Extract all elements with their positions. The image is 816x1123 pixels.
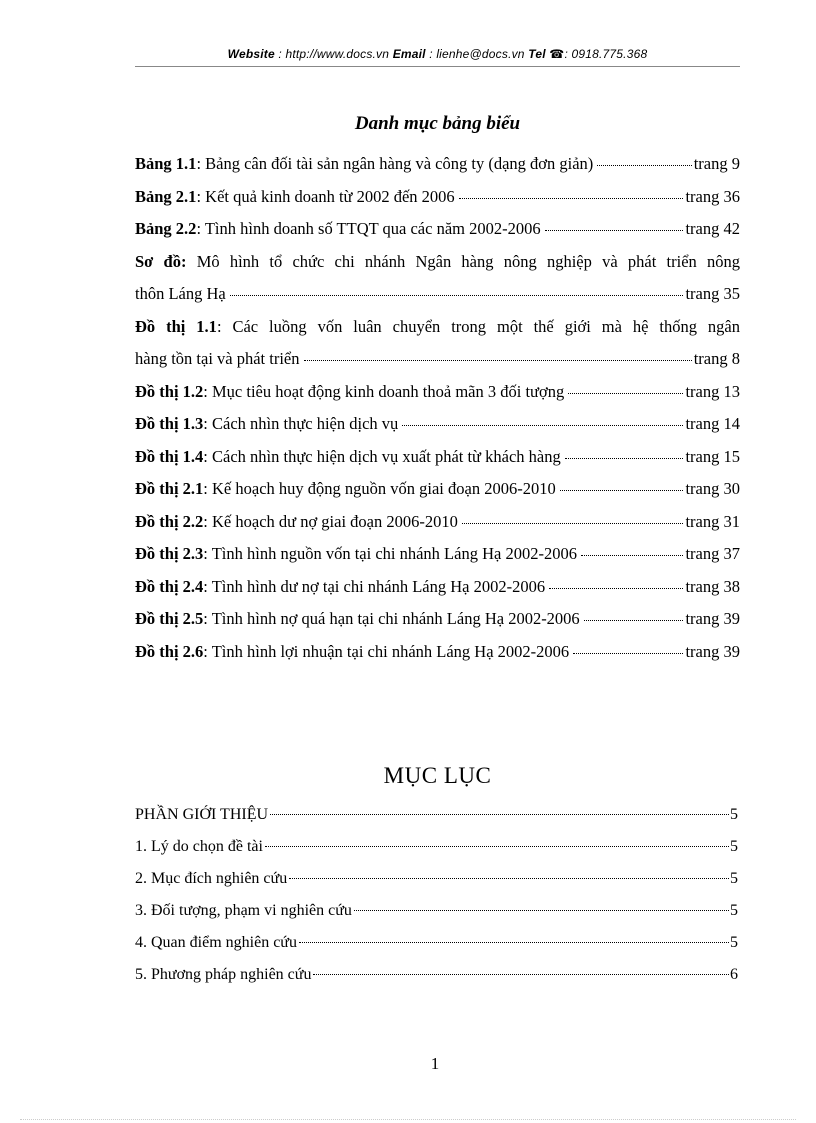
phone-icon: ☎ [549, 47, 565, 61]
toc-entry[interactable] [135, 959, 738, 991]
figure-entry-label: Đồ thị 2.3 [135, 544, 204, 563]
toc-entry-title: 5. Phương pháp nghiên cứu [135, 966, 312, 983]
dot-leader [573, 653, 683, 654]
figure-entry[interactable] [135, 181, 740, 214]
toc-entry[interactable] [135, 863, 738, 895]
figure-entry-line [135, 181, 740, 214]
dot-leader [584, 620, 684, 621]
list-of-figures [135, 148, 740, 668]
toc-entry-page: 5 [730, 838, 738, 855]
figure-entry-page: trang 30 [685, 479, 740, 498]
table-of-contents [135, 799, 738, 991]
figure-entry-page: trang 36 [685, 186, 740, 206]
figure-entry-line [135, 473, 740, 506]
figure-entry-title: : Cách nhìn thực hiện dịch vụ [203, 414, 399, 433]
figure-entry[interactable] [135, 246, 740, 311]
figure-entry-title: Mô hình tổ chức chi nhánh Ngân hàng nông nghiệp và phát triển nông [186, 251, 740, 271]
dot-leader [299, 942, 729, 943]
toc-title: MỤC LỤC [383, 763, 492, 788]
toc-entry-title: 4. Quan điểm nghiên cứu [135, 934, 297, 951]
figure-entry-title: : Tình hình nguồn vốn tại chi nhánh Láng Hạ 2002-2006 [203, 544, 577, 563]
figure-entry-label: Đồ thị 2.4 [135, 576, 204, 596]
figure-entry-line [135, 213, 740, 246]
toc-entry-title: 3. Đối tượng, phạm vi nghiên cứu [135, 902, 352, 919]
website-sep: : [274, 47, 286, 61]
figure-entry-page: trang 39 [685, 609, 740, 628]
figure-entry-label: Đồ thị 1.2 [135, 381, 204, 401]
toc-entry[interactable] [135, 927, 738, 959]
email-sep: : [425, 47, 437, 61]
header-divider [135, 66, 740, 67]
email-address[interactable]: lienhe@docs.vn [436, 47, 525, 61]
figure-entry[interactable] [135, 213, 740, 246]
toc-entry-title: PHẦN GIỚI THIỆU [135, 806, 269, 823]
figure-entry-page: trang 39 [685, 641, 740, 661]
website-label: Website [227, 47, 275, 61]
figure-entry-title: : Kết quả kinh doanh từ 2002 đến 2006 [196, 186, 455, 206]
figure-entry-title: : Các luồng vốn luân chuyển trong một thế giới mà hệ thống ngân [216, 316, 740, 336]
tel-number: 0918.775.368 [571, 47, 648, 61]
figure-entry-label: Đồ thị 1.3 [135, 414, 204, 433]
toc-entry[interactable] [135, 831, 738, 863]
figure-entry-page: trang 31 [685, 511, 740, 531]
dot-leader [270, 814, 729, 815]
dot-leader [568, 393, 683, 394]
figure-entry-title: : Kế hoạch huy động nguồn vốn giai đoạn 2006-2010 [203, 479, 556, 498]
figure-entry-line [135, 603, 740, 636]
email-label: Email [392, 47, 426, 61]
figure-entry[interactable] [135, 148, 740, 181]
figure-entry[interactable] [135, 636, 740, 669]
figure-entry-title-continued: hàng tồn tại và phát triển [135, 349, 300, 368]
figure-entry-label: Bảng 2.2 [135, 219, 197, 238]
figure-entry-page: trang 15 [685, 446, 740, 466]
figure-entry-label: Đồ thị 2.5 [135, 609, 204, 628]
figure-entry[interactable] [135, 408, 740, 441]
figure-entry-line [135, 636, 740, 669]
figure-entry-page: trang 14 [685, 414, 740, 433]
figure-entry-line [135, 571, 740, 604]
page-number: 1 [430, 1054, 440, 1073]
figure-entry-page: trang 42 [685, 219, 740, 238]
website-url[interactable]: http://www.docs.vn [285, 47, 390, 61]
dot-leader [304, 360, 692, 361]
figure-entry-page: trang 37 [685, 544, 740, 563]
toc-entry[interactable] [135, 895, 738, 927]
toc-entry-page: 5 [730, 870, 738, 887]
figure-entry-label: Bảng 2.1 [135, 186, 197, 206]
figure-entry-label: Đồ thị 2.2 [135, 511, 204, 531]
dot-leader [549, 588, 683, 589]
figure-entry-title-continued: thôn Láng Hạ [135, 284, 226, 303]
figure-entry-line [135, 408, 740, 441]
figure-entry[interactable] [135, 376, 740, 409]
figure-entry-line [135, 538, 740, 571]
toc-entry[interactable] [135, 799, 738, 831]
figure-entry[interactable] [135, 571, 740, 604]
page-header [135, 47, 740, 61]
figure-entry-page: trang 9 [693, 154, 740, 173]
figure-entry-label: Bảng 1.1 [135, 154, 197, 173]
figure-entry-page: trang 8 [693, 349, 740, 368]
figure-entry-page: trang 35 [685, 284, 740, 303]
toc-entry-page: 5 [730, 902, 738, 919]
dot-leader [597, 165, 691, 166]
figure-entry-title: : Mục tiêu hoạt động kinh doanh thoả mãn 3 đối tượng [203, 381, 565, 401]
figure-entry[interactable] [135, 441, 740, 474]
figure-entry-title: : Bảng cân đối tài sản ngân hàng và công ty (dạng đơn giản) [196, 154, 594, 173]
dot-leader [459, 198, 684, 199]
toc-entry-page: 5 [730, 934, 738, 951]
figure-entry[interactable] [135, 473, 740, 506]
dot-leader [313, 974, 729, 975]
figure-entry[interactable] [135, 311, 740, 376]
figure-entry-title: : Tình hình lợi nhuận tại chi nhánh Láng Hạ 2002-2006 [203, 641, 570, 661]
figure-entry-title: : Tình hình doanh số TTQT qua các năm 2002-2006 [196, 219, 541, 238]
figure-entry-line [135, 506, 740, 539]
toc-entry-title: 1. Lý do chọn đề tài [135, 838, 263, 855]
figure-entry-line [135, 343, 740, 376]
figure-entry-title: : Tình hình nợ quá hạn tại chi nhánh Láng Hạ 2002-2006 [203, 609, 580, 628]
dot-leader [565, 458, 684, 459]
dot-leader [289, 878, 729, 879]
figure-entry[interactable] [135, 506, 740, 539]
figure-entry-title: : Tình hình dư nợ tại chi nhánh Láng Hạ 2002-2006 [203, 576, 546, 596]
dot-leader [265, 846, 729, 847]
figure-entry-label: Đồ thị 1.1 [135, 316, 217, 336]
list-of-figures-title: Danh mục bảng biểu [354, 113, 521, 134]
figure-entry-label: Sơ đồ: [135, 251, 187, 271]
figure-entry-line [135, 311, 740, 344]
dot-leader [462, 523, 684, 524]
figure-entry-line [135, 278, 740, 311]
figure-entry-page: trang 38 [685, 576, 740, 596]
figure-entry[interactable] [135, 603, 740, 636]
footer-divider [20, 1119, 796, 1120]
figure-entry-label: Đồ thị 2.6 [135, 641, 204, 661]
figure-entry-line [135, 246, 740, 279]
toc-entry-page: 5 [730, 806, 738, 823]
figure-entry-title: : Cách nhìn thực hiện dịch vụ xuất phát từ khách hàng [203, 446, 561, 466]
figure-entry-line [135, 148, 740, 181]
figure-entry-title: : Kế hoạch dư nợ giai đoạn 2006-2010 [203, 511, 458, 531]
toc-entry-title: 2. Mục đích nghiên cứu [135, 870, 288, 887]
figure-entry-label: Đồ thị 1.4 [135, 446, 204, 466]
figure-entry[interactable] [135, 538, 740, 571]
dot-leader [230, 295, 684, 296]
dot-leader [560, 490, 684, 491]
dot-leader [545, 230, 684, 231]
figure-entry-page: trang 13 [685, 381, 740, 401]
dot-leader [581, 555, 684, 556]
dot-leader [354, 910, 729, 911]
figure-entry-line [135, 441, 740, 474]
tel-label: Tel [528, 47, 546, 61]
tel-sep: : [564, 47, 572, 61]
dot-leader [402, 425, 683, 426]
toc-entry-page: 6 [730, 966, 738, 983]
figure-entry-label: Đồ thị 2.1 [135, 479, 204, 498]
figure-entry-line [135, 376, 740, 409]
